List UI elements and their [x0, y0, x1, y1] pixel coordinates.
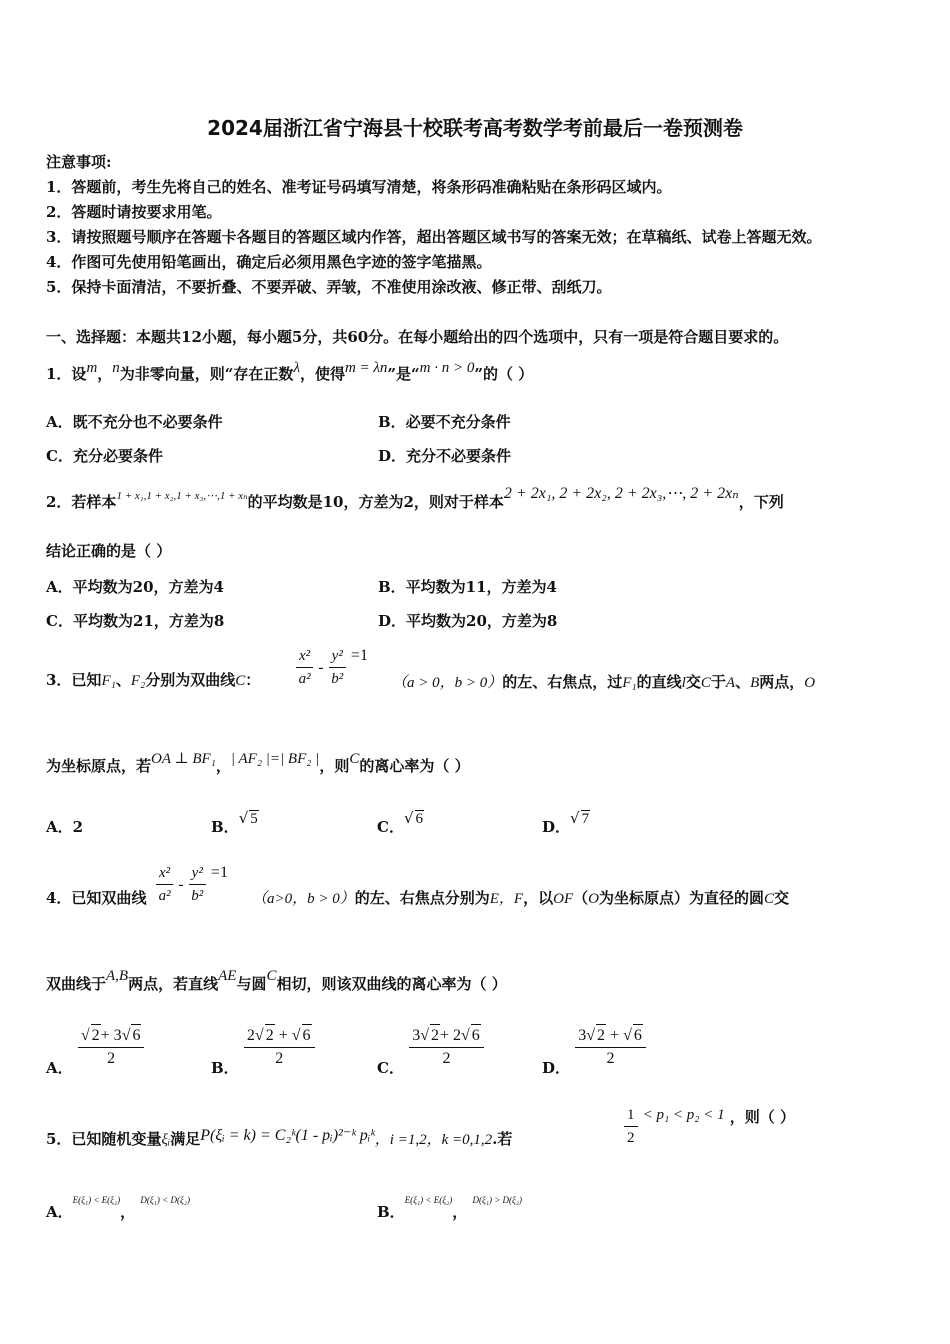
question-5-stem: 5．已知随机变量ξᵢ满足P(ξᵢ = k) = C₂ᵏ(1 - pᵢ)²⁻ᵏ pᵢᵏ，i =1,2，k =0,1,2.若: [46, 1127, 513, 1148]
option-d: D． $\frac{3√ 2 + √ 6}{2}$: [542, 1024, 646, 1070]
option-d: D．√ 7: [542, 809, 590, 836]
notice-item: 2．答题时请按要求用笔。: [46, 203, 222, 221]
notice-item: 4．作图可先使用铅笔画出，确定后必须用黑色字迹的签字笔描黑。: [46, 253, 492, 271]
question-3-stem-rest: （a > 0，b > 0）的左、右焦点，过F₁的直线l交C于A、B两点，O: [392, 673, 816, 691]
option-a: A． $\frac{√ 2+ 3√ 6}{2}$: [46, 1024, 144, 1070]
option-c: C． $\frac{3√ 2+ 2√ 6}{2}$: [377, 1024, 484, 1070]
option-b: B．$^{E(\xi_1) < E(\xi_2)}$， $^{D(\xi_1) > D(\xi_2)}$: [377, 1195, 522, 1221]
option-b: B．必要不充分条件: [378, 413, 511, 431]
notice-item: 3．请按照题号顺序在答题卡各题目的答题区域内作答，超出答题区域书写的答案无效；在草稿纸、试卷上答题无效。: [46, 228, 822, 246]
option-c: C．充分必要条件: [46, 447, 163, 465]
question-4-stem-cont: 双曲线于A,B两点，若直线AE与圆C相切，则该双曲线的离心率为（ ）: [46, 968, 507, 993]
notice-item: 1．答题前，考生先将自己的姓名、准考证号码填写清楚，将条形码准确粘贴在条形码区域内。: [46, 178, 672, 196]
option-a: A．$^{E(\xi_1) < E(\xi_2)}$， $^{D(\xi_1) < D(\xi_2)}$: [46, 1195, 190, 1221]
question-3-stem: 3．已知F₁、F₂分别为双曲线C：: [46, 671, 261, 689]
question-2-stem: 2．若样本$^{1 + x_1,1 + x_2,1 + x_3,\cdots,1 + x_n}$的平均数是10，方差为2，则对于样本2 + 2x₁, 2 + 2x₂, 2 + 2x₃,⋯, 2 + 2xₙ，下列: [46, 485, 784, 511]
hyperbola-equation: $\frac{\text{x²}}{\text{a²}}$ - $\frac{\text{y²}}{\text{b²}}$ =1: [296, 645, 368, 690]
notice-item: 5．保持卡面清洁，不要折叠、不要弄破、弄皱，不准使用涂改液、修正带、刮纸刀。: [46, 278, 612, 296]
section-heading: 一、选择题：本题共12小题，每小题5分，共60分。在每小题给出的四个选项中，只有一项是符合题目要求的。: [46, 328, 789, 346]
question-4-stem: 4．已知双曲线: [46, 889, 147, 907]
option-a: A．平均数为20，方差为4: [46, 578, 224, 596]
option-b: B．√ 5: [211, 809, 258, 836]
option-c: C．平均数为21，方差为8: [46, 612, 225, 630]
question-1-stem: 1．设m，n为非零向量，则“存在正数λ，使得m = λn”是“m · n > 0”的（ ）: [46, 360, 534, 383]
option-a: A．既不充分也不必要条件: [46, 413, 223, 431]
page-title: 2024届浙江省宁海县十校联考高考数学考前最后一卷预测卷: [207, 116, 743, 140]
option-c: C．√ 6: [377, 809, 424, 836]
option-d: D．充分不必要条件: [378, 447, 512, 465]
option-a: A．2: [46, 818, 84, 836]
option-b: B．平均数为11，方差为4: [378, 578, 557, 596]
probability-inequality: $\frac{1}{2}$ < p₁ < p₂ < 1 ，则（ ）: [624, 1104, 795, 1149]
question-2-stem-cont: 结论正确的是（ ）: [46, 542, 172, 560]
question-3-stem-cont: 为坐标原点，若OA ⊥ BF₁，| AF₂ |=| BF₂ |，则C的离心率为（ ）: [46, 751, 470, 775]
question-4-stem-rest: （a>0，b > 0）的左、右焦点分别为E，F，以OF（O为坐标原点）为直径的圆C交: [252, 889, 790, 907]
option-d: D．平均数为20，方差为8: [378, 612, 558, 630]
notice-heading: 注意事项:: [46, 153, 112, 171]
hyperbola-equation: $\frac{\text{x²}}{\text{a²}}$ - $\frac{\text{y²}}{\text{b²}}$ =1: [156, 862, 228, 907]
option-b: B． $\frac{2√ 2 + √ 6}{2}$: [211, 1024, 315, 1070]
